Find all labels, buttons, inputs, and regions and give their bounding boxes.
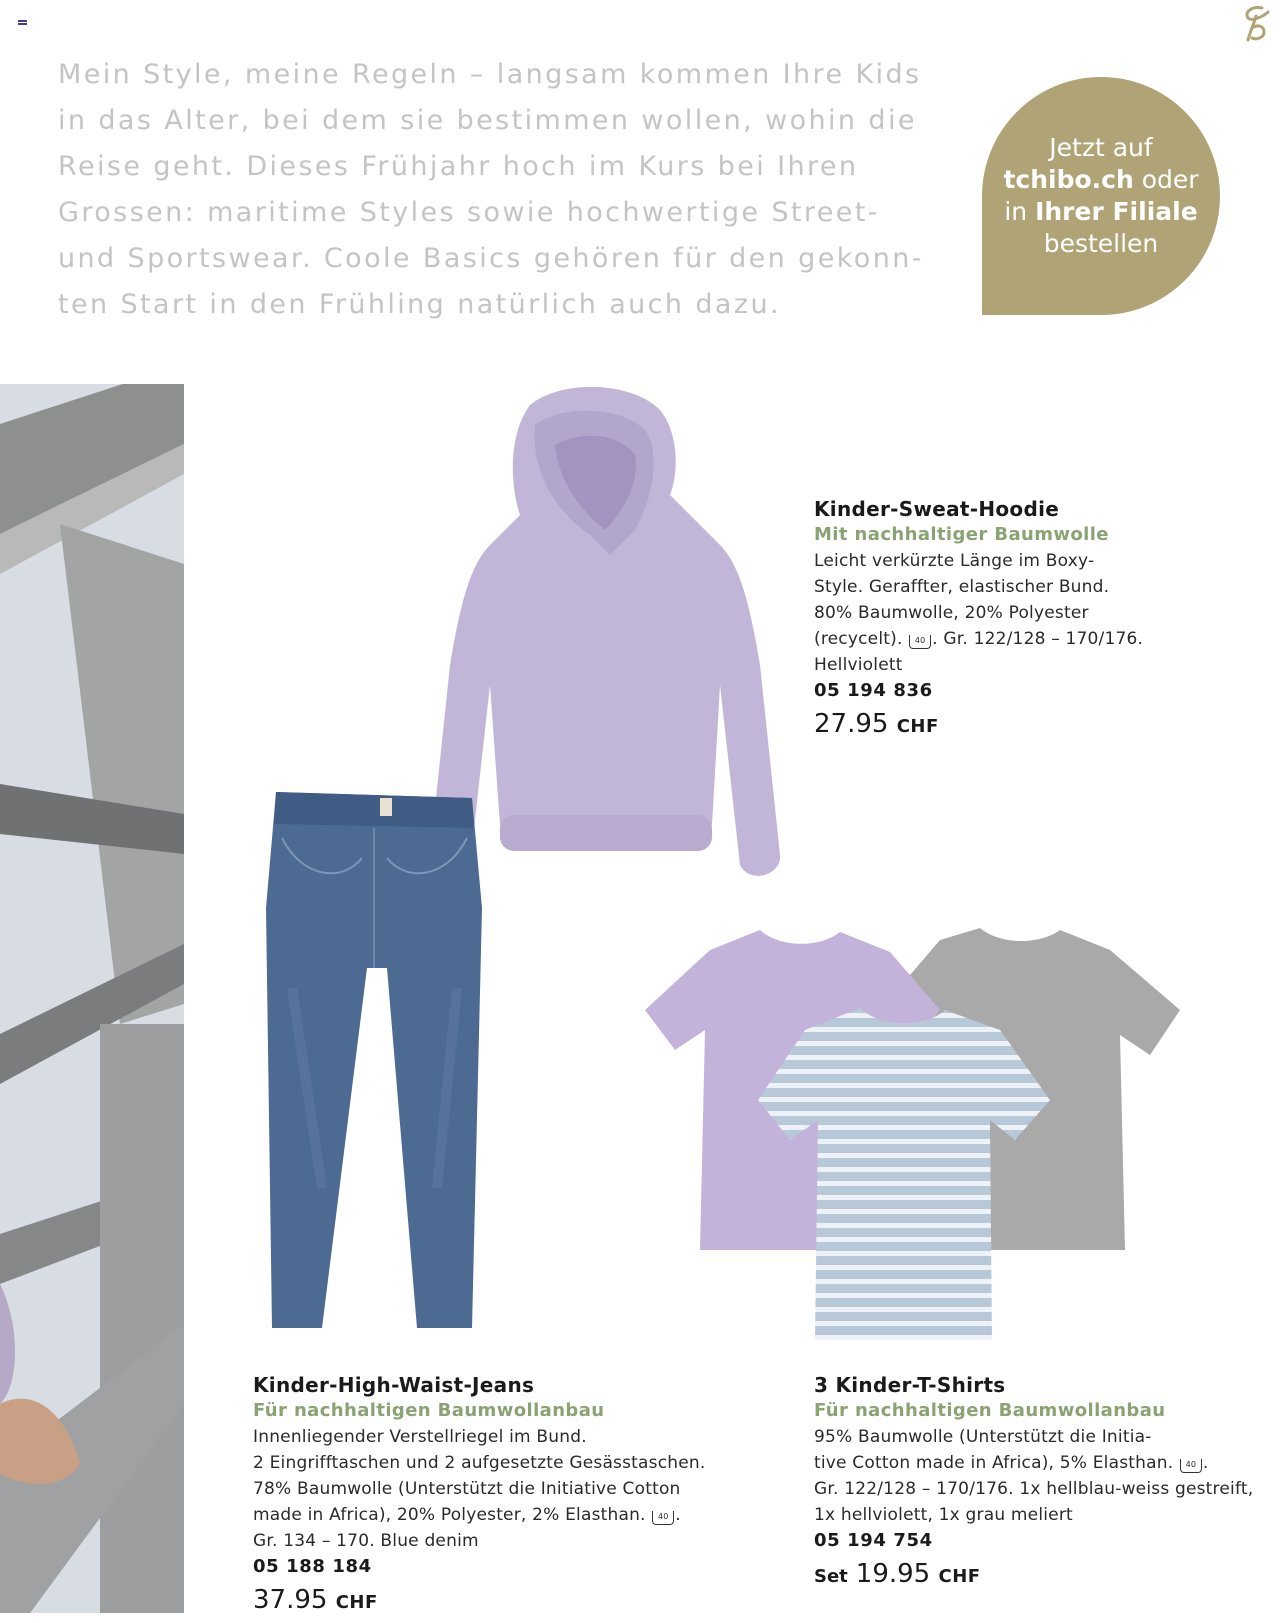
- product-desc-text: . Gr. 122/128 – 170/176.: [932, 629, 1144, 649]
- order-badge[interactable]: [982, 77, 1220, 315]
- product-subtitle: Für nachhaltigen Baumwollanbau: [253, 1400, 605, 1421]
- lifestyle-photo: [0, 384, 184, 1613]
- product-title: 3 Kinder-T-Shirts: [814, 1373, 1006, 1397]
- badge-store: Ihrer Filiale: [1035, 197, 1198, 226]
- price-set-label: Set: [814, 1566, 848, 1587]
- wash-40-icon: 40: [1180, 1459, 1202, 1473]
- price-currency: CHF: [938, 1566, 981, 1587]
- product-desc-line: Hellviolett: [814, 655, 903, 675]
- badge-line-3: [982, 196, 1220, 228]
- tchibo-logo-icon: [1234, 2, 1278, 46]
- product-price: [814, 1554, 1274, 1597]
- product-desc-line: [253, 1502, 773, 1528]
- badge-text: in: [1004, 197, 1036, 226]
- intro-line: Mein Style, meine Regeln – langsam kommen Ihre Kids: [58, 59, 922, 90]
- product-price: [814, 704, 1254, 747]
- article-number: 05 194 836: [814, 680, 933, 701]
- product-desc-text: .: [675, 1505, 681, 1525]
- product-desc-line: 80% Baumwolle, 20% Polyester: [814, 603, 1089, 623]
- badge-text: oder: [1133, 165, 1199, 194]
- product-tshirts: [814, 1372, 1274, 1597]
- product-desc-line: 78% Baumwolle (Unterstützt die Initiative Cotton: [253, 1479, 681, 1499]
- price-currency: CHF: [896, 716, 939, 737]
- product-desc-line: Innenliegender Verstellriegel im Bund.: [253, 1427, 587, 1447]
- wash-40-icon: 40: [652, 1511, 674, 1525]
- product-desc-text: .: [1202, 1453, 1209, 1473]
- product-desc-line: Leicht verkürzte Länge im Boxy-: [814, 551, 1095, 571]
- product-price: [253, 1580, 773, 1623]
- intro-line: und Sportswear. Coole Basics gehören für den gekonn-: [58, 243, 924, 274]
- intro-line: in das Alter, bei dem sie bestimmen wollen, wohin die: [58, 105, 917, 136]
- intro-line: ten Start in den Frühling natürlich auch dazu.: [58, 289, 781, 320]
- product-jeans: [253, 1372, 773, 1623]
- article-number: 05 194 754: [814, 1530, 933, 1551]
- product-desc-line: Gr. 134 – 170. Blue denim: [253, 1531, 479, 1551]
- price-currency: CHF: [335, 1592, 378, 1613]
- product-desc-line: Style. Geraffter, elastischer Bund.: [814, 577, 1110, 597]
- product-subtitle: Mit nachhaltiger Baumwolle: [814, 524, 1109, 545]
- price-value: 19.95: [855, 1559, 931, 1589]
- product-title: Kinder-High-Waist-Jeans: [253, 1373, 535, 1397]
- intro-text: [58, 52, 924, 328]
- badge-website[interactable]: tchibo.ch: [1003, 165, 1134, 194]
- product-desc-text: tive Cotton made in Africa), 5% Elasthan.: [814, 1453, 1174, 1473]
- product-subtitle: Für nachhaltigen Baumwollanbau: [814, 1400, 1166, 1421]
- badge-line-4: bestellen: [1043, 229, 1159, 258]
- price-value: 37.95: [253, 1585, 328, 1615]
- product-desc-line: 1x hellviolett, 1x grau meliert: [814, 1505, 1073, 1525]
- tshirts-image: [640, 920, 1190, 1350]
- product-desc-line: Gr. 122/128 – 170/176. 1x hellblau-weiss gestreift,: [814, 1479, 1254, 1499]
- product-desc-line: 95% Baumwolle (Unterstützt die Initia-: [814, 1427, 1152, 1447]
- wash-40-icon: 40: [909, 635, 931, 649]
- badge-line-1: Jetzt auf: [1049, 133, 1153, 162]
- product-hoodie: [814, 496, 1254, 747]
- jeans-image: [262, 788, 487, 1338]
- product-desc-line: [814, 1450, 1274, 1476]
- product-title: Kinder-Sweat-Hoodie: [814, 497, 1060, 521]
- menu-icon[interactable]: [18, 20, 27, 27]
- product-desc-line: 2 Eingrifftaschen und 2 aufgesetzte Gesässtaschen.: [253, 1453, 706, 1473]
- product-desc-text: made in Africa), 20% Polyester, 2% Elasthan.: [253, 1505, 646, 1525]
- article-number: 05 188 184: [253, 1556, 372, 1577]
- badge-line-2: [982, 164, 1220, 196]
- product-desc-text: (recycelt).: [814, 629, 903, 649]
- product-desc-line: [814, 626, 1254, 652]
- price-value: 27.95: [814, 709, 889, 739]
- intro-line: Grossen: maritime Styles sowie hochwertige Street-: [58, 197, 880, 228]
- intro-line: Reise geht. Dieses Frühjahr hoch im Kurs bei Ihren: [58, 151, 859, 182]
